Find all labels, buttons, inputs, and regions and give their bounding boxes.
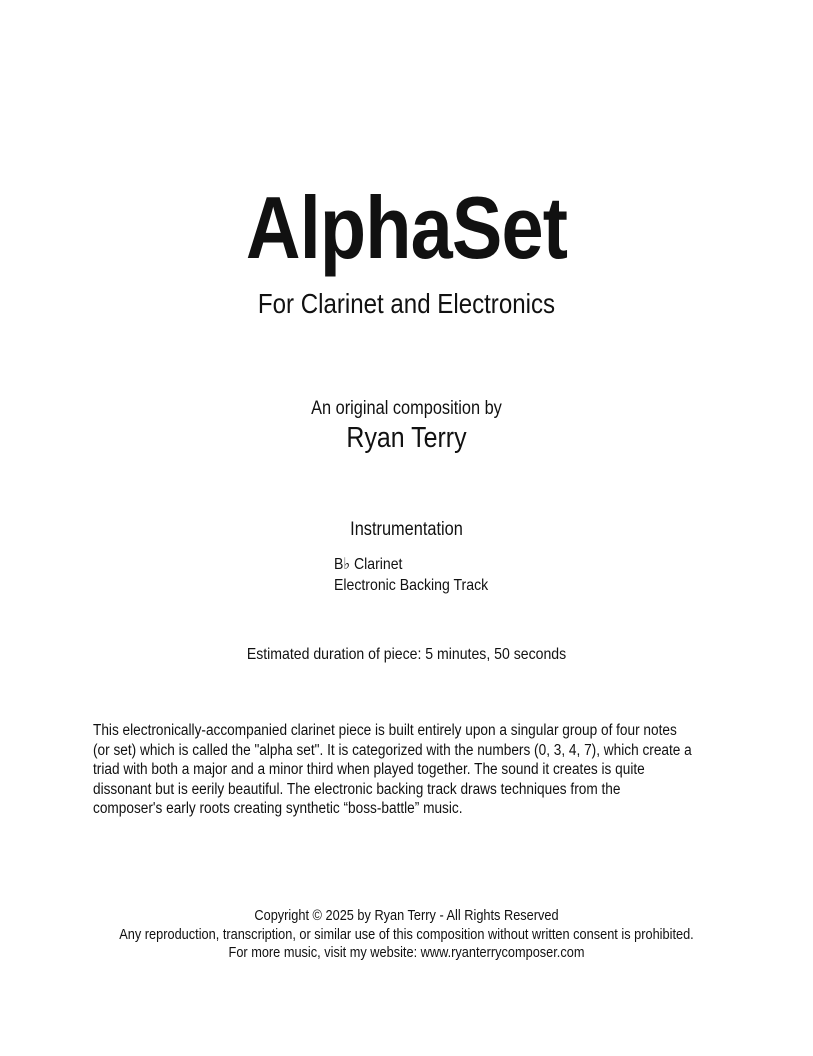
instrumentation-heading: Instrumentation	[350, 519, 463, 540]
piece-subtitle: For Clarinet and Electronics	[257, 288, 556, 319]
piece-title: AlphaSet	[245, 178, 568, 277]
instrument-item: B♭ Clarinet	[334, 556, 403, 573]
program-note-line: This electronically-accompanied clarinet piece is built entirely upon a singular group of four notes	[93, 722, 677, 739]
estimated-duration: Estimated duration of piece: 5 minutes, 50 seconds	[246, 646, 567, 663]
program-note-line: dissonant but is eerily beautiful. The electronic backing track draws techniques from the	[93, 780, 621, 798]
reproduction-notice: Any reproduction, transcription, or similar use of this composition without written consent is prohibited.	[119, 926, 694, 943]
copyright-footer	[0, 907, 813, 963]
website-line: For more music, visit my website: www.ryanterrycomposer.com	[228, 945, 585, 961]
composition-by-line: An original composition by	[311, 398, 502, 419]
instrument-item: Electronic Backing Track	[334, 577, 489, 594]
program-note	[93, 721, 718, 819]
composer-name: Ryan Terry	[346, 422, 467, 454]
program-note-line: triad with both a major and a minor third when played together. The sound it creates is quite	[93, 761, 645, 778]
instrumentation-list	[334, 554, 488, 596]
program-note-line: (or set) which is called the "alpha set". It is categorized with the numbers (0, 3, 4, 7), which create a	[93, 741, 692, 759]
copyright-line: Copyright © 2025 by Ryan Terry - All Rights Reserved	[254, 908, 559, 924]
program-note-line: composer's early roots creating synthetic “boss-battle” music.	[93, 800, 463, 817]
